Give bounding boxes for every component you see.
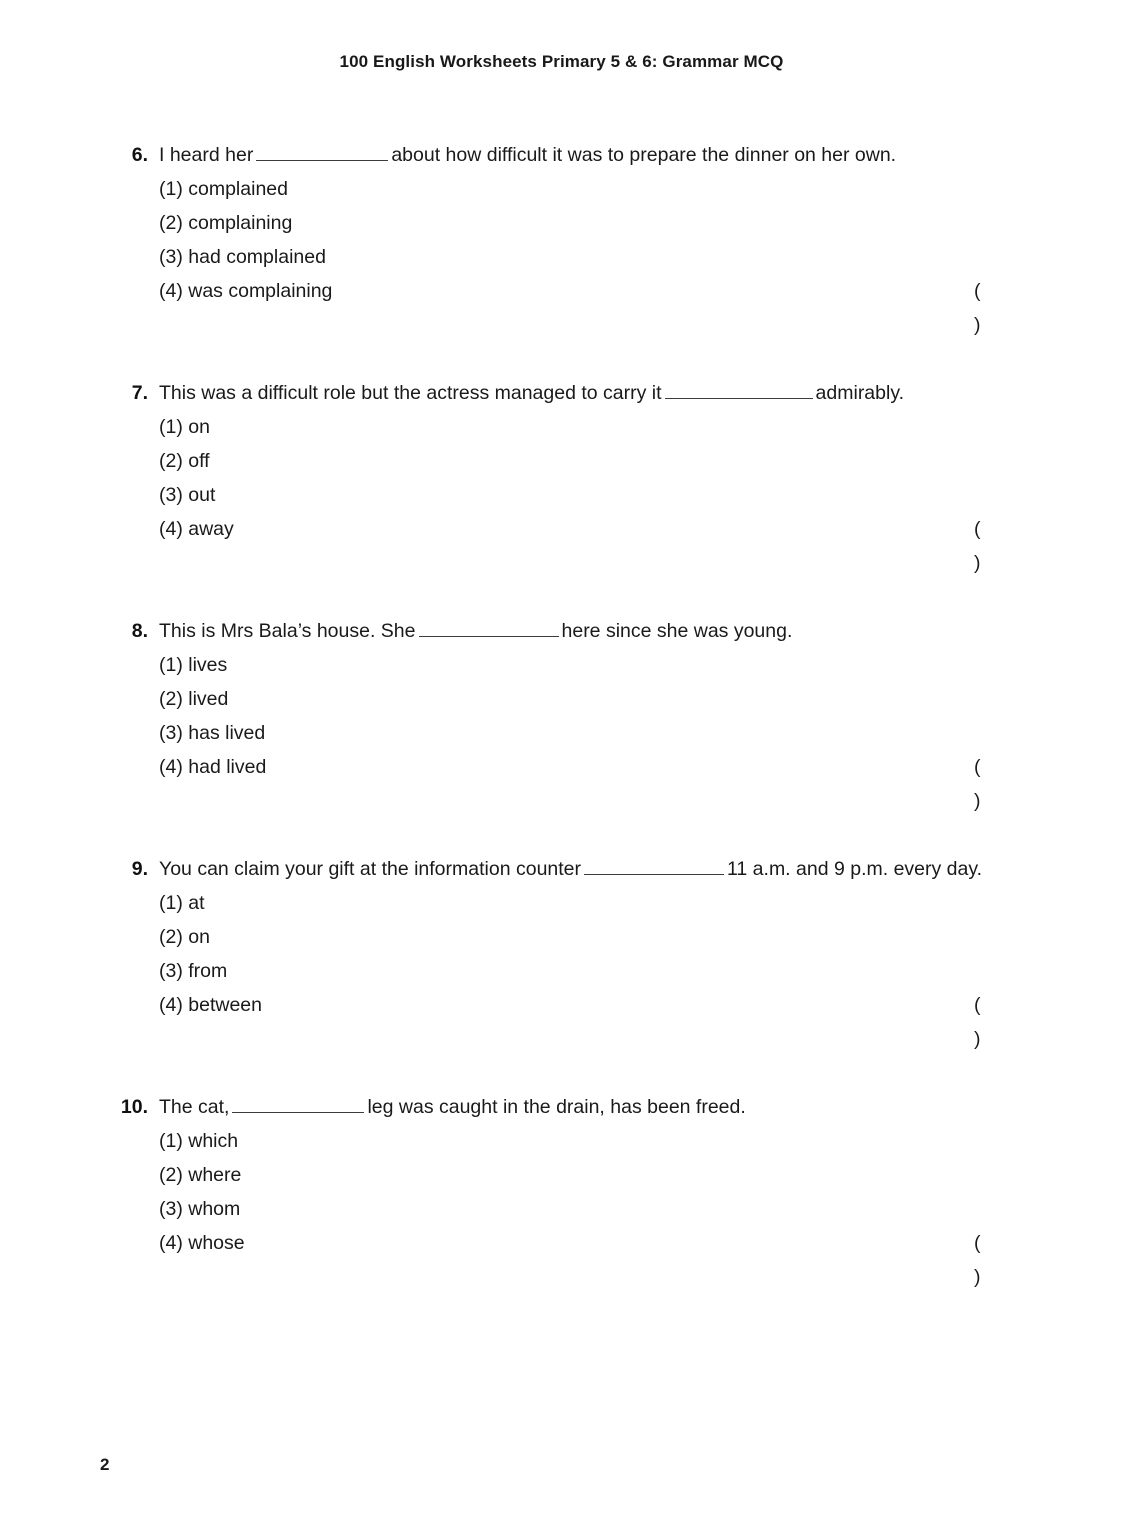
option-label-text: (3) whom bbox=[159, 1198, 241, 1220]
option-label-text: (1) on bbox=[159, 416, 210, 438]
option-row[interactable] bbox=[159, 954, 1030, 988]
option-label-text: (1) at bbox=[159, 892, 205, 914]
option-label-text: (4) away bbox=[159, 518, 234, 540]
options-list bbox=[159, 648, 1030, 818]
option-label-text: (2) complaining bbox=[159, 212, 293, 234]
option-row[interactable] bbox=[159, 750, 1030, 818]
question-stem-row bbox=[100, 138, 1030, 342]
question-stem-row bbox=[100, 614, 1030, 818]
question-stem-row bbox=[100, 376, 1030, 580]
option-label-text: (1) which bbox=[159, 1130, 239, 1152]
page-number: 2 bbox=[100, 1455, 110, 1474]
question-number: 6. bbox=[131, 144, 148, 166]
option-row[interactable] bbox=[159, 648, 1030, 682]
question-number: 8. bbox=[131, 620, 148, 642]
question-body bbox=[148, 852, 1030, 1056]
option-row[interactable] bbox=[159, 1158, 1030, 1192]
question-body bbox=[148, 376, 1030, 580]
option-row[interactable] bbox=[159, 410, 1030, 444]
question-number: 7. bbox=[131, 382, 148, 404]
option-row[interactable] bbox=[159, 1192, 1030, 1226]
option-row[interactable] bbox=[159, 716, 1030, 750]
page-header-title: 100 English Worksheets Primary 5 & 6: Grammar MCQ bbox=[339, 52, 784, 71]
answer-bracket[interactable]: ( ) bbox=[974, 756, 995, 812]
question-text-before-blank: This was a difficult role but the actress managed to carry it bbox=[159, 382, 662, 404]
question-text bbox=[159, 1090, 1030, 1124]
option-row[interactable] bbox=[159, 172, 1030, 206]
option-label-text: (3) has lived bbox=[159, 722, 266, 744]
question-stem-row bbox=[100, 852, 1030, 1056]
fill-in-blank[interactable] bbox=[419, 622, 559, 637]
question-text-after-blank: admirably. bbox=[815, 382, 905, 404]
option-label-text: (1) lives bbox=[159, 654, 228, 676]
option-row[interactable] bbox=[159, 1124, 1030, 1158]
option-label-text: (3) out bbox=[159, 484, 216, 506]
option-row[interactable] bbox=[159, 512, 1030, 580]
question-text-after-blank: 11 a.m. and 9 p.m. every day. bbox=[727, 858, 983, 880]
option-row[interactable] bbox=[159, 274, 1030, 342]
question-text-after-blank: leg was caught in the drain, has been freed. bbox=[367, 1096, 746, 1118]
question-block bbox=[100, 138, 1030, 342]
question-number: 9. bbox=[131, 858, 148, 880]
question-block bbox=[100, 852, 1030, 1056]
question-text bbox=[159, 376, 1030, 410]
answer-bracket[interactable]: ( ) bbox=[974, 518, 995, 574]
option-label-text: (3) had complained bbox=[159, 246, 326, 268]
answer-bracket[interactable]: ( ) bbox=[974, 994, 995, 1050]
options-list bbox=[159, 410, 1030, 580]
answer-bracket[interactable]: ( ) bbox=[974, 280, 995, 336]
option-label-text: (1) complained bbox=[159, 178, 288, 200]
option-label-text: (4) had lived bbox=[159, 756, 267, 778]
question-text bbox=[159, 852, 1030, 886]
option-label-text: (4) between bbox=[159, 994, 262, 1016]
option-label-text: (4) whose bbox=[159, 1232, 245, 1254]
question-text-before-blank: You can claim your gift at the information counter bbox=[159, 858, 582, 880]
option-row[interactable] bbox=[159, 988, 1030, 1056]
question-text-after-blank: here since she was young. bbox=[561, 620, 793, 642]
option-row[interactable] bbox=[159, 444, 1030, 478]
option-row[interactable] bbox=[159, 886, 1030, 920]
question-block bbox=[100, 1090, 1030, 1294]
questions-container bbox=[100, 138, 1030, 1328]
question-text bbox=[159, 138, 1030, 172]
option-row[interactable] bbox=[159, 920, 1030, 954]
question-text bbox=[159, 614, 1030, 648]
option-label-text: (2) where bbox=[159, 1164, 242, 1186]
options-list bbox=[159, 886, 1030, 1056]
fill-in-blank[interactable] bbox=[256, 146, 388, 161]
question-text-before-blank: I heard her bbox=[159, 144, 254, 166]
question-body bbox=[148, 614, 1030, 818]
fill-in-blank[interactable] bbox=[232, 1098, 364, 1113]
question-stem-row bbox=[100, 1090, 1030, 1294]
question-body bbox=[148, 1090, 1030, 1294]
option-row[interactable] bbox=[159, 1226, 1030, 1294]
options-list bbox=[159, 1124, 1030, 1294]
option-label-text: (4) was complaining bbox=[159, 280, 333, 302]
question-block bbox=[100, 376, 1030, 580]
question-number: 10. bbox=[120, 1096, 148, 1118]
question-text-before-blank: The cat, bbox=[159, 1096, 230, 1118]
question-body bbox=[148, 138, 1030, 342]
option-row[interactable] bbox=[159, 478, 1030, 512]
question-text-before-blank: This is Mrs Bala’s house. She bbox=[159, 620, 416, 642]
option-label-text: (3) from bbox=[159, 960, 228, 982]
option-label-text: (2) on bbox=[159, 926, 210, 948]
question-text-after-blank: about how difficult it was to prepare the dinner on her own. bbox=[391, 144, 897, 166]
option-label-text: (2) lived bbox=[159, 688, 229, 710]
fill-in-blank[interactable] bbox=[665, 384, 813, 399]
option-row[interactable] bbox=[159, 206, 1030, 240]
fill-in-blank[interactable] bbox=[584, 860, 724, 875]
answer-bracket[interactable]: ( ) bbox=[974, 1232, 995, 1288]
question-block bbox=[100, 614, 1030, 818]
option-row[interactable] bbox=[159, 240, 1030, 274]
option-label-text: (2) off bbox=[159, 450, 210, 472]
option-row[interactable] bbox=[159, 682, 1030, 716]
options-list bbox=[159, 172, 1030, 342]
